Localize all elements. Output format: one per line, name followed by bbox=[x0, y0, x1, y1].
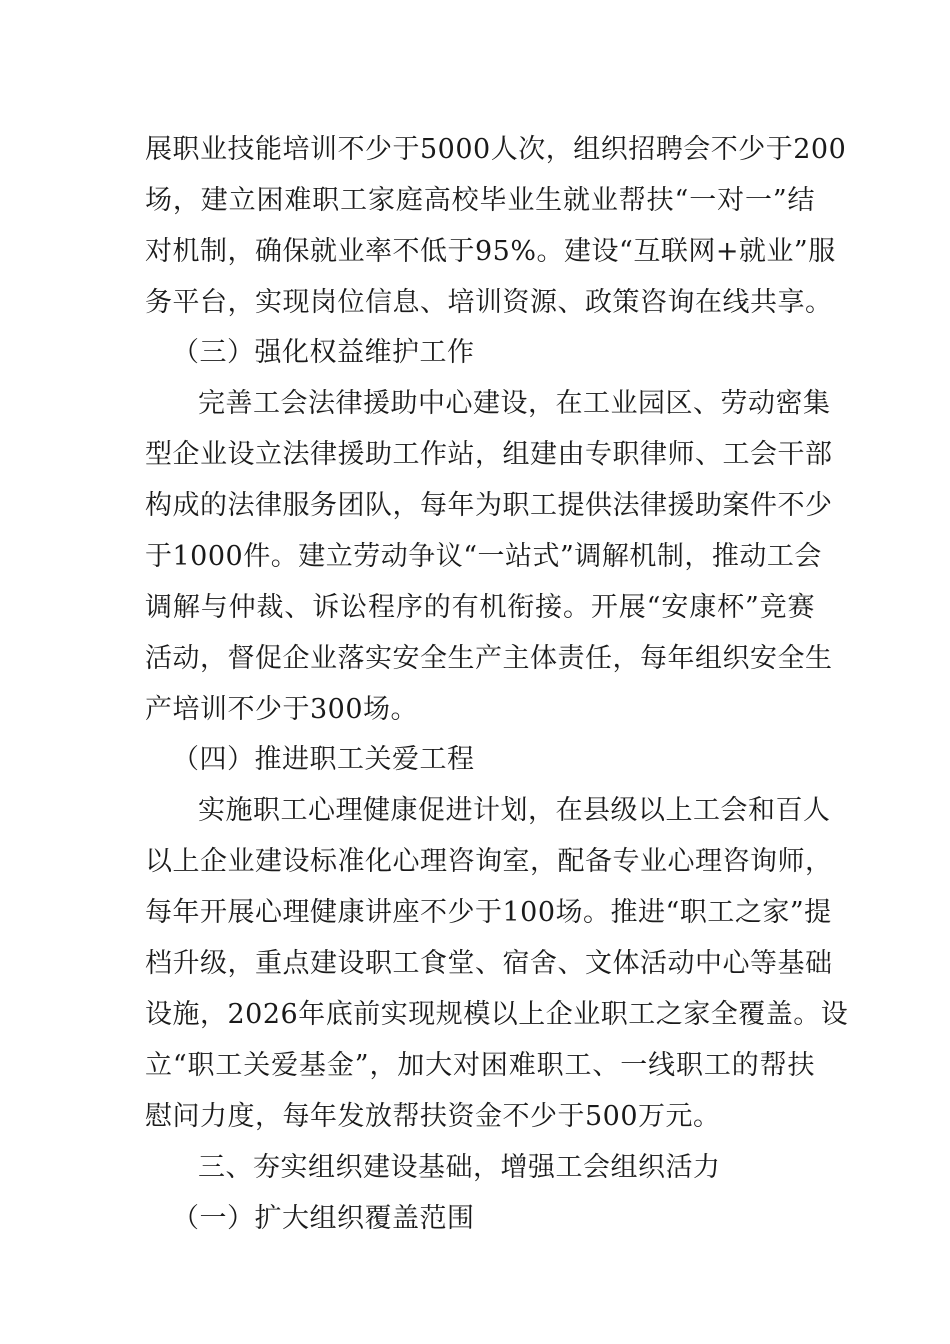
body-text-line: 每年开展心理健康讲座不少于100场。推进“职工之家”提 bbox=[145, 897, 832, 928]
body-text-line: 完善工会法律援助中心建设，在工业园区、劳动密集 bbox=[198, 388, 831, 419]
body-text-line: 型企业设立法律援助工作站，组建由专职律师、工会干部 bbox=[145, 439, 833, 470]
body-text-line: 档升级，重点建设职工食堂、宿舍、文体活动中心等基础 bbox=[145, 948, 833, 979]
body-text-line: 于1000件。建立劳动争议“一站式”调解机制，推动工会 bbox=[145, 541, 822, 572]
body-text-line: 以上企业建设标准化心理咨询室，配备专业心理咨询师， bbox=[145, 846, 833, 877]
body-text-line: 设施，2026年底前实现规模以上企业职工之家全覆盖。设 bbox=[145, 999, 849, 1030]
section-heading: （四）推进职工关爱工程 bbox=[172, 744, 475, 775]
body-text-line: 构成的法律服务团队，每年为职工提供法律援助案件不少 bbox=[145, 490, 833, 521]
body-text-line: 活动，督促企业落实安全生产主体责任，每年组织安全生 bbox=[145, 643, 833, 674]
body-text-line: 对机制，确保就业率不低于95%。建设“互联网+就业”服 bbox=[145, 236, 836, 267]
body-text-line: 展职业技能培训不少于5000人次，组织招聘会不少于200 bbox=[145, 134, 847, 165]
body-text-line: 实施职工心理健康促进计划，在县级以上工会和百人 bbox=[198, 795, 831, 826]
body-text-line: 务平台，实现岗位信息、培训资源、政策咨询在线共享。 bbox=[145, 287, 833, 318]
body-text-line: 场，建立困难职工家庭高校毕业生就业帮扶“一对一”结 bbox=[145, 185, 815, 216]
section-heading: （一）扩大组织覆盖范围 bbox=[172, 1203, 475, 1234]
chapter-heading: 三、夯实组织建设基础，增强工会组织活力 bbox=[198, 1152, 721, 1183]
body-text-line: 产培训不少于300场。 bbox=[145, 694, 419, 725]
body-text-line: 慰问力度，每年发放帮扶资金不少于500万元。 bbox=[145, 1101, 721, 1132]
section-heading: （三）强化权益维护工作 bbox=[172, 337, 475, 368]
body-text-line: 立“职工关爱基金”，加大对困难职工、一线职工的帮扶 bbox=[145, 1050, 815, 1081]
body-text-line: 调解与仲裁、诉讼程序的有机衔接。开展“安康杯”竞赛 bbox=[145, 592, 815, 623]
